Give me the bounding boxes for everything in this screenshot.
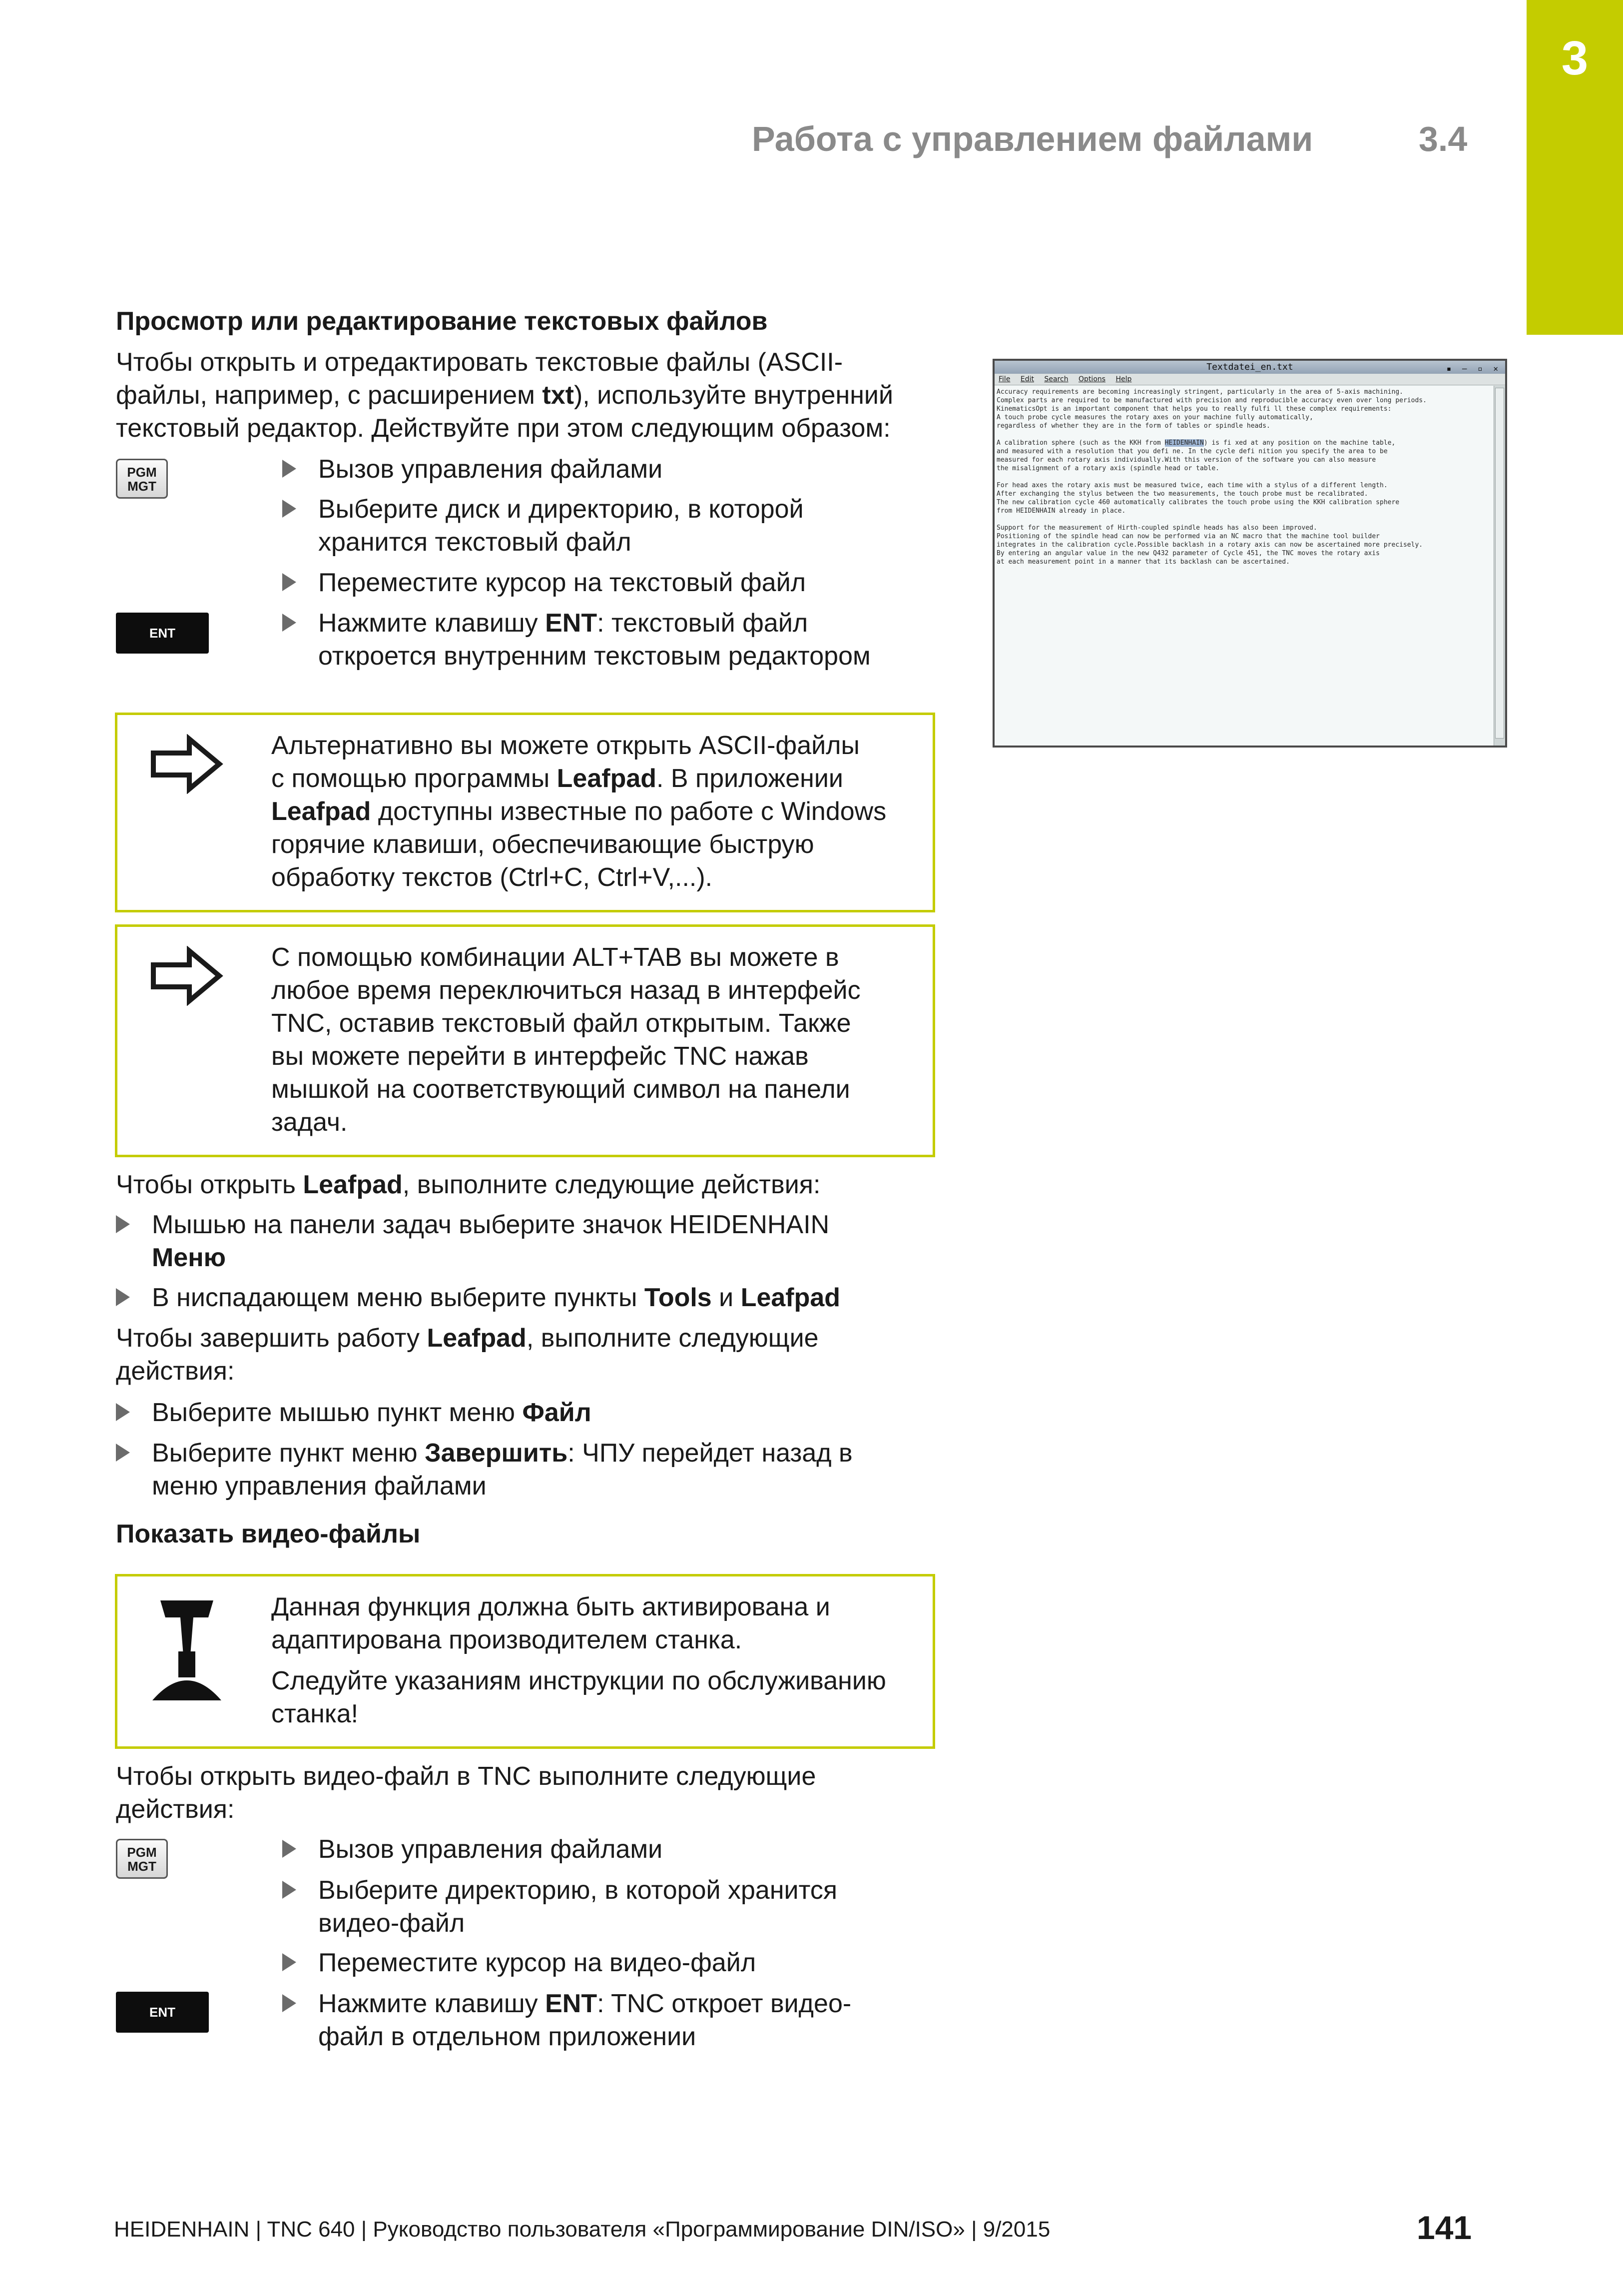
editor-line: By entering an angular value in the new Q432 parameter of Cycle 451, the TNC moves the rotary axis — [997, 550, 1380, 557]
menu-edit[interactable]: Edit — [1020, 375, 1035, 383]
intro-line-3: текстовый редактор. Действуйте при этом следующим образом: — [116, 414, 891, 443]
menu-search[interactable]: Search — [1044, 375, 1069, 383]
bullet-triangle-icon — [282, 1881, 296, 1899]
chapter-tab — [1527, 0, 1623, 335]
editor-line: KinematicsOpt is an important component that helps you to really fulfi ll these complex requirements: — [997, 405, 1392, 413]
note1-text: Альтернативно вы можете открыть ASCII-файлы с помощью программы Leafpad. В приложении Leafpad доступны известные по работе с Windows горячие клавиши, обеспечивающие быструю обработку текстов (Ctrl+C, Ctrl+V,...). — [271, 731, 887, 892]
bullet-triangle-icon — [116, 1444, 130, 1462]
editor-line: the misalignment of a rotary axis (spindle head or table. — [997, 465, 1220, 472]
ent-key-2[interactable]: ENT — [116, 1992, 209, 2033]
section1-intro — [116, 346, 893, 445]
editor-line: A calibration sphere (such as the KKH from HEIDENHAIN) is fi xed at any position on the machine table, — [997, 439, 1396, 447]
pgm-mgt-key[interactable]: PGM MGT — [116, 459, 168, 499]
header-title: Работа с управлением файлами — [752, 119, 1313, 158]
editor-title: Textdatei_en.txt — [1206, 362, 1293, 372]
editor-line: regardless of whether they are in the form of tables or spindle heads. — [997, 422, 1270, 430]
window-controls[interactable]: ▪ – ▫ ✕ — [1446, 364, 1501, 373]
bullet-triangle-icon — [282, 1840, 296, 1858]
note2-text: С помощью комбинации ALT+TAB вы можете в любое время переключиться назад в интерфейс TNC, оставив текстовый файл открытым. Также вы можете перейти в интерфейс TNC нажав мышкой на соответствующий символ на панели задач. — [271, 943, 861, 1137]
bullet-triangle-icon — [282, 1994, 296, 2012]
menu-options[interactable]: Options — [1079, 375, 1106, 383]
leafpad-open-intro: Чтобы открыть Leafpad, выполните следующие действия: — [116, 1170, 821, 1199]
bullet-triangle-icon — [282, 1953, 296, 1971]
editor-line: Accuracy requirements are becoming increasingly stringent, particularly in the area of 5-axis machining. — [997, 388, 1403, 396]
section-heading-video-files: Показать видео-файлы — [116, 1520, 421, 1548]
intro-line-2: файлы, например, с расширением txt), используйте внутренний — [116, 381, 894, 410]
menu-file[interactable]: File — [999, 375, 1011, 383]
bullet-triangle-icon — [116, 1288, 130, 1306]
editor-text-area[interactable] — [995, 386, 1494, 746]
editor-line: Support for the measurement of Hirth-coupled spindle heads has also been improved. — [997, 524, 1317, 532]
pgm-mgt-key-2[interactable]: PGM MGT — [116, 1839, 168, 1879]
editor-line — [997, 473, 1492, 481]
bullet-triangle-icon — [116, 1403, 130, 1421]
intro-line-1: Чтобы открыть и отредактировать текстовые файлы (ASCII- — [116, 348, 843, 377]
note3-text: Данная функция должна быть активирована и адаптирована производителем станка. Следуйте указаниям инструкции по обслуживанию станка! — [271, 1592, 886, 1728]
selected-text: HEIDENHAIN — [1164, 439, 1204, 447]
scrollbar-thumb[interactable] — [1495, 388, 1504, 739]
arrow-right-icon — [149, 946, 224, 1006]
note-box-alt-tab — [115, 924, 935, 1157]
menu-help[interactable]: Help — [1115, 375, 1132, 383]
note-box-machine — [115, 1574, 935, 1749]
leafpad-close-intro: Чтобы завершить работу Leafpad, выполните следующие действия: — [116, 1324, 819, 1386]
ent-key[interactable]: ENT — [116, 613, 209, 654]
editor-title-bar — [995, 361, 1505, 374]
arrow-right-icon — [149, 734, 224, 794]
editor-scrollbar[interactable] — [1494, 386, 1505, 746]
bullet-triangle-icon — [116, 1215, 130, 1233]
section2-intro: Чтобы открыть видео-файл в TNC выполните следующие действия: — [116, 1762, 816, 1824]
editor-line: A touch probe cycle measures the rotary axes on your machine fully automatically, — [997, 414, 1313, 421]
bullet-triangle-icon — [282, 500, 296, 518]
page-number: 141 — [1417, 2209, 1472, 2246]
editor-menu-bar — [995, 374, 1505, 385]
editor-line: The new calibration cycle 460 automatically calibrates the touch probe using the KKH calibration sphere — [997, 499, 1400, 506]
editor-line: and measured with a resolution that you defi ne. In the cycle defi nition you specify the area to be — [997, 448, 1388, 455]
machine-tool-icon — [149, 1595, 224, 1705]
bullet-triangle-icon — [282, 614, 296, 632]
editor-line — [997, 515, 1492, 524]
editor-line: integrates in the calibration cycle.Possible backlash in a rotary axis can now be ascertained more precisely. — [997, 541, 1423, 549]
editor-line: After exchanging the stylus between the two measurements, the touch probe must be recalibrated. — [997, 490, 1368, 498]
editor-line: measured for each rotary axis individually.With this version of the software you can also measure — [997, 456, 1376, 464]
editor-line: from HEIDENHAIN already in place. — [997, 507, 1126, 515]
bullet-triangle-icon — [282, 573, 296, 591]
bullet-triangle-icon — [282, 460, 296, 478]
page-footer: HEIDENHAIN | TNC 640 | Руководство пользователя «Программирование DIN/ISO» | 9/2015 — [114, 2217, 1051, 2242]
editor-line: Complex parts are required to be manufactured with precision and reproducible accuracy even over long periods. — [997, 397, 1427, 404]
note-box-leafpad — [115, 713, 935, 912]
header-section: 3.4 — [1419, 119, 1468, 158]
editor-line: For head axes the rotary axis must be measured twice, each time with a stylus of a different length. — [997, 482, 1388, 489]
editor-line — [997, 430, 1492, 439]
chapter-number: 3 — [1561, 31, 1589, 85]
editor-line: at each measurement point in a manner that its backlash can be ascertained. — [997, 558, 1290, 566]
text-editor-screenshot — [993, 359, 1507, 748]
section-heading-text-files: Просмотр или редактирование текстовых файлов — [116, 307, 768, 336]
editor-line: Positioning of the spindle head can now be performed via an NC macro that the machine tool builder — [997, 533, 1380, 540]
